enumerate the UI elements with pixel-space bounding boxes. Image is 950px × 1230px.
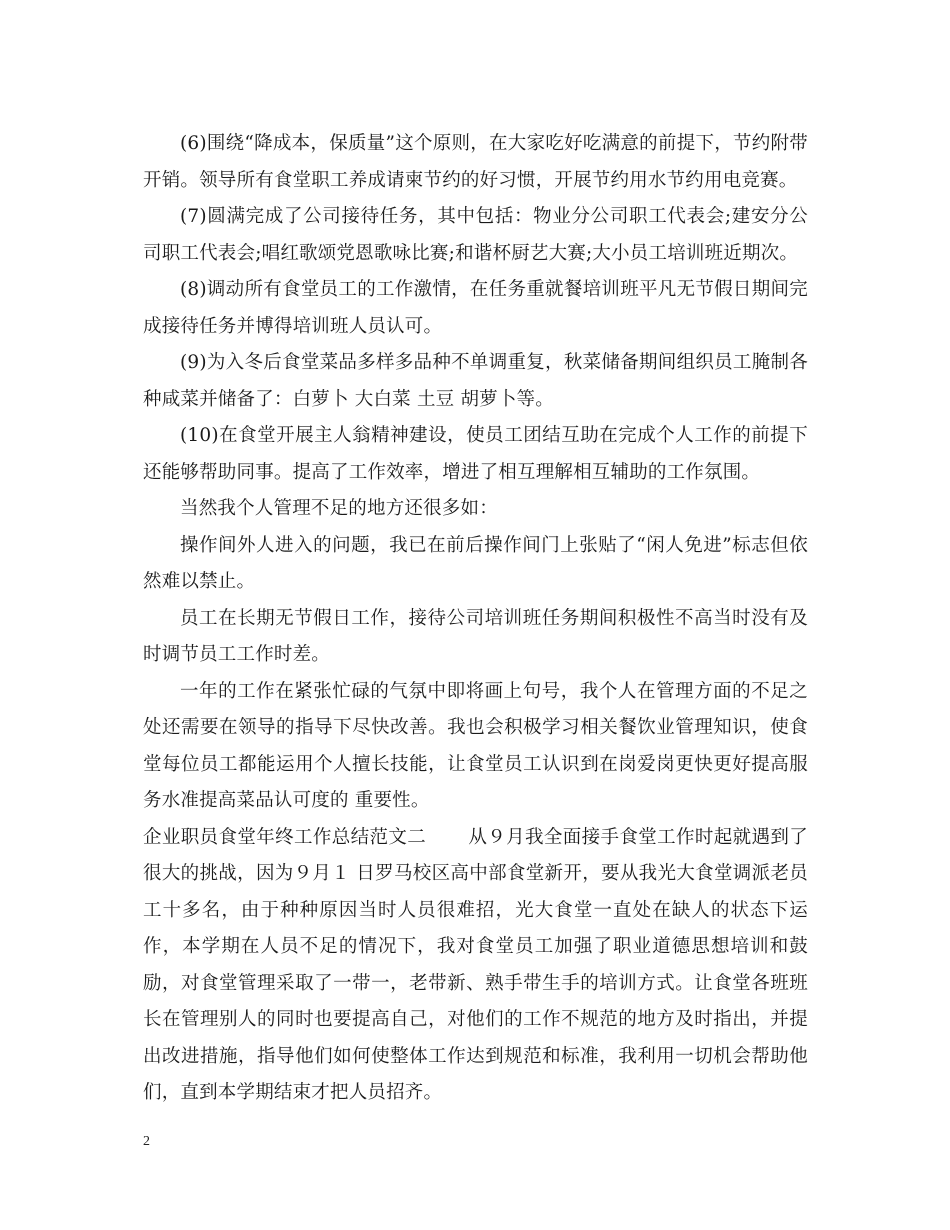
paragraph-item-8: (8)调动所有食堂员工的工作激情，在任务重就餐培训班平凡无节假日期间完成接待任务并博得培训班人员认可。 [143, 279, 808, 337]
section-two [143, 820, 808, 1112]
paragraph-shortcomings-intro: 当然我个人管理不足的地方还很多如： [180, 498, 498, 519]
paragraph-shortcoming-access: 操作间外人进入的问题，我已在前后操作间门上张贴了“闲人免进”标志但依然难以禁止。 [143, 534, 808, 592]
paragraph-item-7: (7)圆满完成了公司接待任务，其中包括：物业分公司职工代表会;建安分公司职工代表会;唱红歌颂党恩歌咏比赛;和谐杯厨艺大赛;大小员工培训班近期次。 [143, 206, 808, 264]
section-body: 从９月我全面接手食堂工作时起就遇到了很大的挑战，因为９月１ 日罗马校区高中部食堂新开，要从我光大食堂调派老员工十多名，由于种种原因当时人员很难招，光大食堂一直处在缺人的状态下运作，本学期在人员不足的情况下，我对食堂员工加强了职业道德思想培训和鼓励，对食堂管理采取了一带一，老带新、熟手带生手的培训方式。让食堂各班班长在管理别人的同时也要提高自己，对他们的工作不规范的地方及时指出，并提出改进措施，指导他们如何使整体工作达到规范和标准，我利用一切机会帮助他们，直到本学期结束才把人员招齐。 [143, 826, 808, 1103]
section-title: 企业职员食堂年终工作总结范文二 [143, 826, 427, 848]
document-body [143, 126, 808, 1112]
page-number: 2 [143, 1134, 150, 1149]
paragraph-item-9: (9)为入冬后食堂菜品多样多品种不单调重复，秋菜储备期间组织员工腌制各种咸菜并储备了：白萝卜 大白菜 土豆 胡萝卜等。 [143, 352, 808, 410]
paragraph-conclusion: 一年的工作在紧张忙碌的气氛中即将画上句号，我个人在管理方面的不足之处还需要在领导的指导下尽快改善。我也会积极学习相关餐饮业管理知识，使食堂每位员工都能运用个人擅长技能，让食堂员工认识到在岗爱岗更快更好提高服务水准提高菜品认可度的 重要性。 [143, 680, 808, 811]
paragraph-item-10: (10)在食堂开展主人翁精神建设，使员工团结互助在完成个人工作的前提下还能够帮助同事。提高了工作效率，增进了相互理解相互辅助的工作氛围。 [143, 425, 808, 483]
paragraph-shortcoming-staff: 员工在长期无节假日工作，接待公司培训班任务期间积极性不高当时没有及时调节员工工作时差。 [143, 607, 808, 665]
paragraph-item-6: (6)围绕“降成本，保质量”这个原则，在大家吃好吃满意的前提下，节约附带开销。领导所有食堂职工养成请柬节约的好习惯，开展节约用水节约用电竞赛。 [143, 133, 808, 191]
